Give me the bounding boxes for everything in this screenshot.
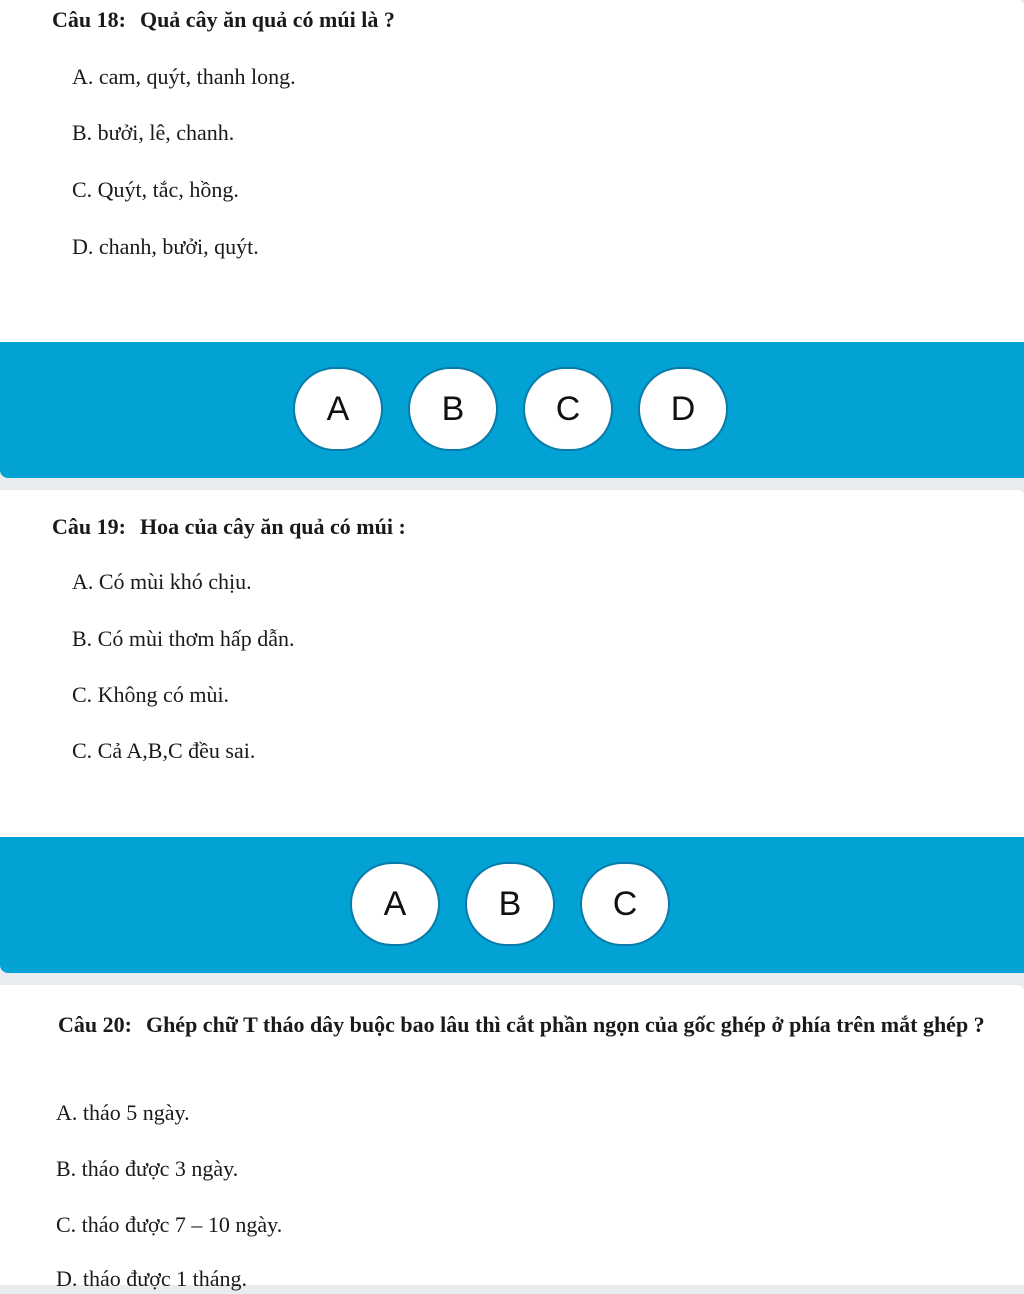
q19-option-b: B. Có mùi thơm hấp dẫn. <box>72 626 295 651</box>
answer-button-c[interactable]: C <box>523 367 613 451</box>
question-20-title <box>58 1008 998 1042</box>
answer-bar-19 <box>0 837 1024 973</box>
question-18-number: Câu 18: <box>52 7 126 32</box>
question-19-title <box>52 510 406 544</box>
q20-option-c: C. tháo được 7 – 10 ngày. <box>56 1212 283 1237</box>
answer-button-a[interactable]: A <box>293 367 383 451</box>
answer-button-b[interactable]: B <box>408 367 498 451</box>
answer-button-b[interactable]: B <box>465 862 555 946</box>
question-19-number: Câu 19: <box>52 514 126 539</box>
q20-option-b: B. tháo được 3 ngày. <box>56 1156 239 1181</box>
q20-option-d: D. tháo được 1 tháng. <box>56 1266 247 1291</box>
q18-option-d: D. chanh, bưởi, quýt. <box>72 234 259 259</box>
question-20-number: Câu 20: <box>58 1012 132 1037</box>
question-18-title <box>52 3 395 37</box>
question-20-text: Ghép chữ T tháo dây buộc bao lâu thì cắt phần ngọn của gốc ghép ở phía trên mắt ghép ? <box>145 1012 985 1037</box>
q18-option-a: A. cam, quýt, thanh long. <box>72 64 296 89</box>
q20-option-a: A. tháo 5 ngày. <box>56 1100 190 1125</box>
answer-button-d[interactable]: D <box>638 367 728 451</box>
question-18-text: Quả cây ăn quả có múi là ? <box>139 7 395 32</box>
answer-button-c[interactable]: C <box>580 862 670 946</box>
q18-option-b: B. bưởi, lê, chanh. <box>72 120 235 145</box>
question-card-18 <box>0 0 1024 342</box>
answer-button-a[interactable]: A <box>350 862 440 946</box>
q19-option-c: C. Không có mùi. <box>72 682 230 707</box>
q18-option-c: C. Quýt, tắc, hồng. <box>72 177 239 202</box>
question-19-text: Hoa của cây ăn quả có múi : <box>139 514 406 539</box>
q19-option-a: A. Có mùi khó chịu. <box>72 569 252 594</box>
q19-option-d: C. Cả A,B,C đều sai. <box>72 738 256 763</box>
answer-bar-18 <box>0 342 1024 478</box>
